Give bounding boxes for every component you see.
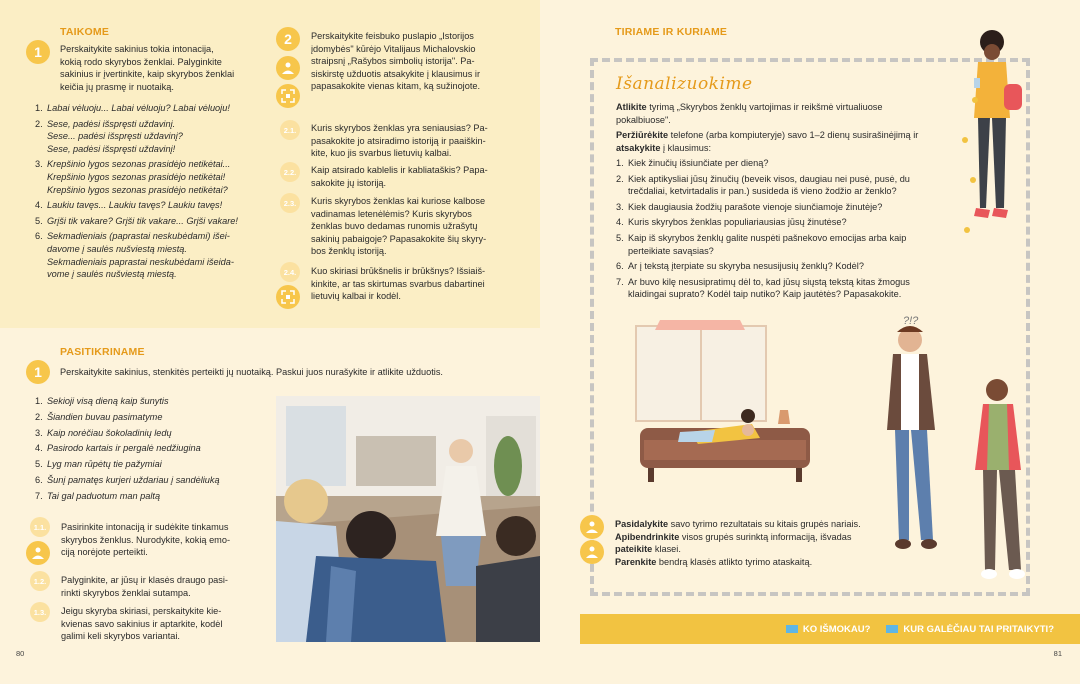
item-number: 2.: [35, 118, 43, 129]
box-title: Išanalizuokime: [616, 74, 753, 94]
item-text: Pasirodo kartais ir pergalė nedžiugina: [47, 443, 201, 454]
list-item: [616, 260, 961, 273]
group-work-icon: [580, 540, 604, 564]
item-text: Kaip iš skyrybos ženklų galite nuspėti pašnekovo emocijas arba kaip: [628, 232, 907, 243]
item-text: Šunį pamatęs kurjeri uždariau į sandėliuką: [47, 474, 220, 485]
item-text: Sekioji visą dieną kaip šunytis: [47, 396, 169, 406]
text-line: keičia jų prasmę ir nuotaiką.: [60, 81, 174, 92]
list-item: [35, 230, 265, 280]
bold-verb: Apibendrinkite: [615, 531, 680, 542]
text-line: siskirstę užduotis atsakykite į klausimus ir: [311, 68, 480, 79]
item-number: 1.: [35, 103, 43, 113]
text-line: bos ženklų istoriją.: [311, 246, 387, 257]
square-icon: [886, 625, 898, 633]
square-icon: [786, 625, 798, 633]
bold-verb: atsakykite: [616, 142, 661, 153]
item-text: Kiek aptikysliai jūsų žinučių (beveik visos, daugiau nei pusė, pusė, du: [628, 173, 910, 184]
page-number-left: 80: [16, 649, 25, 658]
reflection-link-apply[interactable]: [886, 624, 1054, 635]
bold-verb: Pasidalykite: [615, 519, 669, 529]
subtask-text: [311, 265, 526, 303]
item-number: 6.: [35, 474, 43, 485]
link-label: KUR GALĖČIAU TAI PRITAIKYTI?: [903, 623, 1054, 635]
task-number-badge: 1: [26, 40, 50, 64]
text-line: Pasirinkite intonaciją ir sudėkite tinkamus: [61, 522, 229, 532]
group-work-icon: [276, 56, 300, 80]
task-number-badge: 1: [26, 360, 50, 384]
item-text: Krepšinio lygos sezonas prasidėjo netikėtai!: [47, 171, 226, 182]
list-item: [35, 215, 265, 228]
scan-code-icon: [276, 285, 300, 309]
text-line: rinkti skyrybos ženklai sutampa.: [61, 587, 191, 598]
list-item: [35, 394, 270, 410]
subtask-badge: 1.3.: [30, 602, 50, 622]
text-line: galimi keli skyrybos variantai.: [61, 631, 180, 642]
link-label: KO IŠMOKAU?: [802, 623, 871, 635]
list-item: [35, 489, 270, 505]
item-number: 7.: [616, 276, 624, 287]
item-number: 5.: [35, 459, 43, 470]
subtask-text: [311, 122, 526, 160]
subtask-badge: 2.3.: [280, 193, 300, 213]
task-number-badge: 2: [276, 27, 300, 51]
item-number: 5.: [616, 232, 624, 243]
text-line: sakokite jų istoriją.: [311, 177, 387, 188]
subtask-badge: 2.4.: [280, 262, 300, 282]
item-text: Sese, padėsi išspręsti uždavinį.: [47, 118, 176, 129]
item-number: 3.: [35, 159, 43, 170]
item-text: klaidingai suprato? Kodėl taip nutiko? Kaip jautėtės? Papasakokite.: [628, 289, 902, 300]
bold-verb: Parenkite: [615, 556, 657, 567]
item-number: 3.: [616, 201, 624, 212]
item-text: Tai gal paduotum man paltą: [47, 490, 161, 501]
item-number: 4.: [35, 443, 43, 454]
list-item: [35, 118, 265, 156]
bold-verb: Atlikite: [616, 102, 647, 112]
text-line: Palyginkite, ar jūsų ir klasės draugo pasi-: [61, 575, 228, 585]
item-text: Krepšinio lygos sezonas prasidėjo netikėtai?: [47, 184, 228, 195]
text-run: visos grupės surinktą informaciją, išvadas: [679, 531, 852, 542]
item-number: 6.: [35, 231, 43, 242]
group-work-icon: [580, 515, 604, 539]
pasitikriname-list: [35, 394, 270, 505]
girl-on-sofa-illustration: [620, 320, 820, 500]
item-text: Laukiu tavęs... Laukiu tavęs? Laukiu tavęs!: [47, 200, 223, 211]
list-item: [616, 232, 961, 257]
text-line: kite, kuo jis svarbus lietuvių kalbai.: [311, 148, 452, 159]
page-number-right: 81: [1053, 649, 1062, 658]
item-number: 4.: [616, 217, 624, 228]
list-item: [616, 276, 961, 301]
bold-verb: Peržiūrėkite: [616, 130, 669, 141]
text-line: Kaip atsirado kablelis ir kabliataškis? Papa-: [311, 165, 488, 175]
reflection-link-learned[interactable]: [786, 624, 871, 635]
text-line: ženklas buvo dedamas runomis užrašytų: [311, 221, 478, 232]
list-item: [616, 201, 961, 214]
subtask-text: [311, 195, 526, 258]
subtask-badge: 2.1.: [280, 120, 300, 140]
item-number: 1.: [35, 396, 43, 406]
task2-instruction: [311, 30, 526, 93]
item-text: Šiandien buvau pasimatyme: [47, 411, 163, 422]
list-item: [35, 199, 265, 212]
item-text: Labai vėluoju... Labai vėluoju? Labai vėluoju!: [47, 103, 230, 113]
text-line: straipsnį „Rašybos simbolių istorija". Pa-: [311, 56, 475, 67]
item-text: Lyg man rūpėtų tie pažymiai: [47, 459, 162, 470]
item-text: Kiek žinučių išsiunčiate per dieną?: [628, 158, 769, 168]
item-text: Sese... padėsi išspręsti uždavinį?: [47, 131, 183, 142]
reflection-bar: [580, 614, 1080, 644]
item-number: 5.: [35, 215, 43, 226]
subtask-badge: 2.2.: [280, 162, 300, 182]
list-item: [616, 157, 961, 170]
dots-decoration: [955, 90, 1005, 290]
text-line: Kuris skyrybos ženklas kai kuriose kalbose: [311, 196, 486, 206]
item-number: 3.: [35, 427, 43, 438]
group-work-icon: [26, 541, 50, 565]
text-line: skyrybos ženklus. Nurodykite, kokią emo-: [61, 534, 231, 545]
list-item: [35, 473, 270, 489]
list-item: [35, 457, 270, 473]
list-item: [35, 441, 270, 457]
text-line: ciją norėjote perteikti.: [61, 547, 148, 558]
text-line: įdomybės" kūrėjo Vitalijaus Michalovskio: [311, 43, 476, 54]
text-run: tyrimą „Skyrybos ženklų vartojimas ir reikšmė virtualiuose: [646, 102, 883, 112]
text-line: Kuo skiriasi brūkšnelis ir brūkšnys? Išsiaiš-: [311, 266, 486, 276]
text-line: sakinių pabaigoje? Papasakokite šių skyry-: [311, 233, 487, 244]
subtask-badge: 1.2.: [30, 571, 50, 591]
task1-instruction: [60, 43, 260, 93]
pasitikriname-intro: Perskaitykite sakinius, stenkitės perteikti jų nuotaiką. Paskui juos nurašykite ir atlikite užduotis.: [60, 367, 443, 377]
item-text: perteikiate savąsias?: [628, 245, 714, 256]
item-text: vome į saulės nušviestą miestą.: [47, 269, 177, 280]
item-number: 7.: [35, 490, 43, 501]
text-line: Perskaitykite sakinius tokia intonacija,: [60, 44, 214, 54]
item-text: davome į saulės nušviestą miestą.: [47, 243, 187, 254]
thought-marks: ?!?: [903, 315, 919, 327]
subtask-text: [61, 605, 261, 643]
text-run: klasei.: [652, 544, 681, 555]
text-line: vadinamas letenėlėmis? Kuris skyrybos: [311, 208, 472, 219]
text-line: sakinius ir įvertinkite, kaip skyrybos ženklai: [60, 69, 235, 80]
item-number: 1.: [616, 158, 624, 168]
item-text: Kuris skyrybos ženklas populiariausias jūsų žinutėse?: [628, 217, 847, 228]
item-number: 4.: [35, 200, 43, 211]
bold-verb: pateikite: [615, 544, 653, 555]
item-text: Kiek daugiausia žodžių parašote vienoje siunčiamoje žinutėje?: [628, 201, 883, 212]
item-number: 2.: [35, 411, 43, 422]
final-instructions: [615, 518, 905, 568]
list-item: [35, 102, 265, 115]
subtask-text: [311, 164, 526, 189]
item-text: Sekmadieniais (paprastai neskubėdami) išei-: [47, 231, 230, 242]
text-line: pasakokite jo atsiradimo istoriją ir paaiškin-: [311, 135, 486, 146]
section-title-taikome: TAIKOME: [60, 26, 110, 38]
text-line: lietuvių kalbai ir kodėl.: [311, 291, 401, 302]
item-number: 6.: [616, 261, 624, 272]
text-line: kinkite, ar tas skirtumas svarbus dabartinei: [311, 278, 485, 289]
list-item: [35, 410, 270, 426]
item-text: Sekmadieniais paprastai neskubėdami išeida-: [47, 256, 234, 267]
item-text: trečdaliai, ketvirtadalis ir pan.) susideda iš vieno žodžio ar ženklo?: [628, 186, 897, 197]
question-list: [616, 157, 961, 301]
text-run: bendrą klasės atlikto tyrimo ataskaitą.: [656, 556, 813, 567]
text-run: savo tyrimo rezultatais su kitais grupės nariais.: [668, 519, 861, 529]
text-line: kokią rodo skyrybos ženklai. Palyginkite: [60, 56, 222, 67]
subtask-badge: 1.1.: [30, 517, 50, 537]
item-number: 2.: [616, 173, 624, 184]
text-line: pokalbiuose".: [616, 114, 671, 125]
research-intro: [616, 101, 956, 154]
section-title-tiriame: TIRIAME IR KURIAME: [615, 26, 728, 38]
subtask-text: [61, 574, 261, 599]
task1-list: [35, 102, 265, 281]
list-item: [35, 426, 270, 442]
text-run: telefone (arba kompiuteryje) savo 1–2 dienų susirašinėjimą ir: [668, 130, 919, 141]
item-text: Ar į tekstą įterpiate su skyryba nesusijusių ženklų? Kodėl?: [628, 261, 864, 272]
list-item: [35, 158, 265, 196]
text-line: papasakokite vienas kitam, ką sužinojote.: [311, 81, 481, 92]
text-line: Kuris skyrybos ženklas yra seniausias? Pa-: [311, 123, 488, 133]
list-item: [616, 216, 961, 229]
item-text: Grįši tik vakare? Grįši tik vakare... Grįši vakare!: [47, 215, 238, 226]
item-text: Ar buvo kilę nesusipratimų dėl to, kad jūsų siųstą tekstą kitas žmogus: [628, 276, 910, 287]
section-title-pasitikriname: PASITIKRINAME: [60, 346, 145, 358]
item-text: Krepšinio lygos sezonas prasidėjo netikėtai...: [47, 159, 231, 170]
list-item: [616, 173, 961, 198]
subtask-text: [61, 521, 261, 559]
text-line: Perskaitykite feisbuko puslapio „Istorijos: [311, 31, 474, 41]
classroom-photo: [276, 396, 540, 642]
scan-code-icon: [276, 84, 300, 108]
text-line: kvienas savo sakinius ir aptarkite, kodėl: [61, 618, 223, 629]
text-run: į klausimus:: [660, 142, 711, 153]
item-text: Kaip norėčiau šokoladinių ledų: [47, 427, 172, 438]
text-line: Jeigu skyryba skiriasi, perskaitykite kie-: [61, 606, 222, 616]
item-text: Sese, padėsi išspręsti uždavinį!: [47, 143, 176, 154]
